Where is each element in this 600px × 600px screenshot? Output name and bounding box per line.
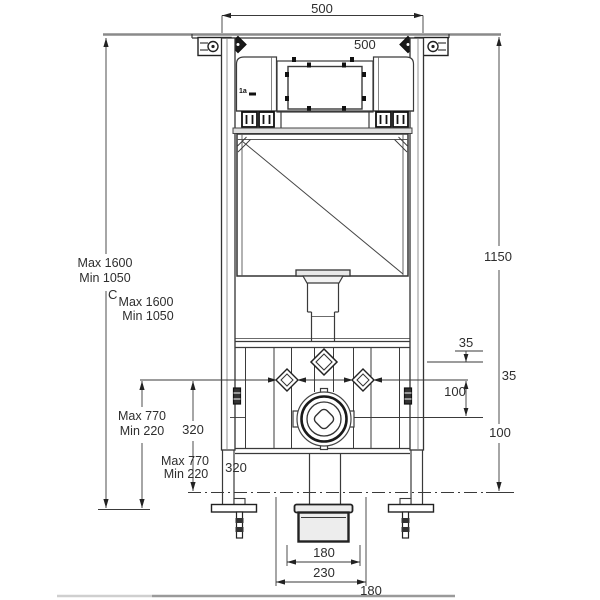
dim-label-35-dup: 35 bbox=[501, 368, 517, 383]
side-panel-left bbox=[237, 57, 277, 111]
outlet-connector bbox=[293, 389, 354, 450]
dim-label-install-max-dup: Max 1600 bbox=[118, 295, 174, 309]
dim-label-100: 100 bbox=[444, 384, 466, 399]
dim-label-320: 320 bbox=[182, 422, 204, 437]
socket-flange bbox=[295, 505, 353, 513]
dim-label-install-min-dup: Min 1050 bbox=[122, 309, 174, 323]
dim-label-outlet-max-dup: Max 770 bbox=[161, 454, 209, 468]
dim-label-width: 500 bbox=[311, 1, 333, 16]
frame-leg-right bbox=[411, 450, 423, 505]
logo-underline bbox=[249, 93, 256, 96]
brand-mark: 1a bbox=[239, 88, 247, 95]
dim-label-outlet-min: Min 220 bbox=[119, 424, 165, 438]
dim-label-230: 230 bbox=[313, 565, 335, 580]
dim-width-500 bbox=[222, 16, 423, 34]
foot-right bbox=[389, 499, 434, 539]
dim-label-35: 35 bbox=[458, 335, 474, 350]
outlet-socket bbox=[299, 513, 349, 542]
flush-pipe bbox=[296, 270, 350, 341]
dim-label-height: 1150 bbox=[484, 249, 512, 264]
dim-label-install-max: Max 1600 bbox=[77, 256, 133, 270]
outlet-pipe bbox=[295, 454, 353, 542]
dim-label-100-dup: 100 bbox=[489, 425, 511, 440]
cistern-top-band bbox=[233, 128, 412, 134]
dim-label-320-dup: 320 bbox=[225, 460, 247, 475]
dim-label-180-dup: 180 bbox=[360, 583, 382, 598]
dim-label-width-dup: 500 bbox=[354, 37, 376, 52]
foot-left bbox=[212, 499, 257, 539]
dim-label-180: 180 bbox=[313, 545, 335, 560]
frame-leg-left bbox=[223, 450, 235, 505]
pan-fixing-bracket-left bbox=[234, 388, 241, 404]
dim-label-outlet-min-dup: Min 220 bbox=[163, 467, 209, 481]
dim-label-outlet-max: Max 770 bbox=[118, 409, 166, 423]
fixing-rod-left bbox=[276, 369, 298, 391]
hose-clamps bbox=[242, 112, 408, 127]
side-panel-right bbox=[374, 57, 414, 111]
dim-label-ref-c: C bbox=[108, 287, 118, 302]
pan-fixing-bracket-right bbox=[405, 388, 412, 404]
cistern-tank bbox=[237, 134, 408, 276]
dim-label-install-min: Min 1050 bbox=[79, 271, 131, 285]
